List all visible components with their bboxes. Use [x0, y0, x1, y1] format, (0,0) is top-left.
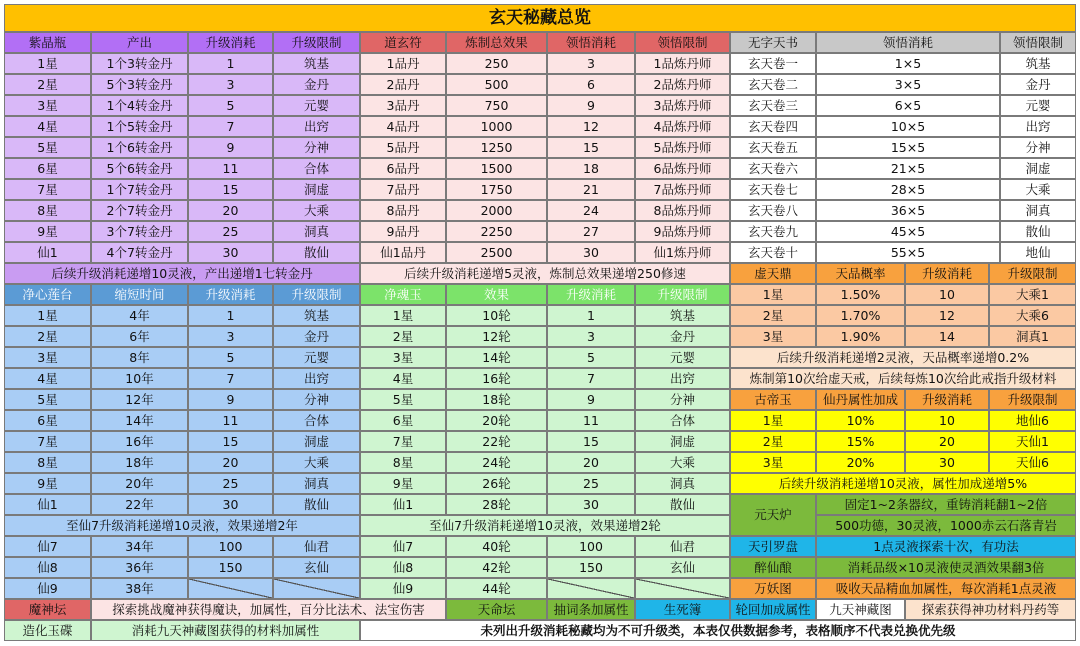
zijingping-cell: 11: [188, 158, 273, 179]
xutianding-cell: 大乘1: [989, 284, 1076, 305]
jinghunyu-cell: 20: [547, 452, 635, 473]
jingxinliantai-cell: 11: [188, 410, 273, 431]
yuantianlu-desc: 500功德，30灵液，1000赤云石落青岩: [816, 515, 1076, 536]
jinghunyu-cell: [635, 578, 730, 599]
xutianding-cell: 大乘6: [989, 305, 1076, 326]
jinghunyu-cell: 筑基: [635, 305, 730, 326]
jingxinliantai-cell: 7星: [4, 431, 91, 452]
jingxinliantai-cell: 1: [188, 305, 273, 326]
zijingping-header: 升级限制: [273, 32, 360, 53]
jinghunyu-cell: 8星: [360, 452, 446, 473]
zuixianniang-desc: 消耗品级×10灵液使灵酒效果翻3倍: [816, 557, 1076, 578]
zijingping-cell: 20: [188, 200, 273, 221]
tianmingtan-label: 天命坛: [446, 599, 547, 620]
guidiyu-header: 升级消耗: [905, 389, 989, 410]
daoxuanfu-note: 后续升级消耗递增5灵液，炼制总效果递增250修速: [360, 263, 730, 284]
jingxinliantai-cell: 5: [188, 347, 273, 368]
zijingping-cell: 1个3转金丹: [91, 53, 188, 74]
daoxuanfu-cell: 18: [547, 158, 635, 179]
jingxinliantai-header: 升级消耗: [188, 284, 273, 305]
wuzitianshu-cell: 6×5: [816, 95, 1000, 116]
wuzitianshu-cell: 洞虚: [1000, 158, 1076, 179]
daoxuanfu-cell: 2品丹: [360, 74, 446, 95]
zijingping-cell: 1: [188, 53, 273, 74]
daoxuanfu-header: 道玄符: [360, 32, 446, 53]
jinghunyu-cell: 100: [547, 536, 635, 557]
zijingping-cell: 1个6转金丹: [91, 137, 188, 158]
jingxinliantai-cell: 30: [188, 494, 273, 515]
daoxuanfu-cell: 30: [547, 242, 635, 263]
xutianding-cell: 14: [905, 326, 989, 347]
jingxinliantai-cell: 16年: [91, 431, 188, 452]
zijingping-cell: 1星: [4, 53, 91, 74]
jinghunyu-cell: 20轮: [446, 410, 547, 431]
jinghunyu-cell: 散仙: [635, 494, 730, 515]
jingxinliantai-cell: 仙1: [4, 494, 91, 515]
shengsibu-label: 生死簿: [635, 599, 730, 620]
jingxinliantai-cell: 7: [188, 368, 273, 389]
jinghunyu-cell: 44轮: [446, 578, 547, 599]
jingxinliantai-cell: 1星: [4, 305, 91, 326]
jinghunyu-cell: 28轮: [446, 494, 547, 515]
choucitiao-desc: 抽词条加属性: [547, 599, 635, 620]
jinghunyu-header: 净魂玉: [360, 284, 446, 305]
jingxinliantai-header: 缩短时间: [91, 284, 188, 305]
zijingping-cell: 元婴: [273, 95, 360, 116]
guidiyu-cell: 1星: [730, 410, 816, 431]
jiutianshenzangtu-label: 九天神藏图: [816, 599, 905, 620]
jingxinliantai-cell: 22年: [91, 494, 188, 515]
jingxinliantai-cell: 玄仙: [273, 557, 360, 578]
jingxinliantai-cell: 散仙: [273, 494, 360, 515]
jingxinliantai-cell: 洞真: [273, 473, 360, 494]
jingxinliantai-cell: 2星: [4, 326, 91, 347]
moshentan-desc: 探索挑战魔神获得魔诀，加属性，百分比法术、法宝伤害: [91, 599, 446, 620]
jingxinliantai-cell: 分神: [273, 389, 360, 410]
wuzitianshu-cell: 散仙: [1000, 221, 1076, 242]
daoxuanfu-cell: 8品丹: [360, 200, 446, 221]
jingxinliantai-cell: 100: [188, 536, 273, 557]
yuantianlu-desc: 固定1~2条器纹，重铸消耗翻1~2倍: [816, 494, 1076, 515]
jinghunyu-cell: 22轮: [446, 431, 547, 452]
jingxinliantai-cell: 3: [188, 326, 273, 347]
zijingping-header: 产出: [91, 32, 188, 53]
xutianding-cell: 3星: [730, 326, 816, 347]
daoxuanfu-header: 炼制总效果: [446, 32, 547, 53]
zaohuayudie-label: 造化玉碟: [4, 620, 91, 641]
jinghunyu-cell: 42轮: [446, 557, 547, 578]
zijingping-cell: 9星: [4, 221, 91, 242]
jinghunyu-cell: 洞真: [635, 473, 730, 494]
jinghunyu-cell: 9: [547, 389, 635, 410]
jinghunyu-cell: 1星: [360, 305, 446, 326]
xutianding-cell: 1.90%: [816, 326, 905, 347]
guidiyu-cell: 10%: [816, 410, 905, 431]
guidiyu-note: 后续升级消耗递增10灵液，属性加成递增5%: [730, 473, 1076, 494]
jinghunyu-cell: 仙8: [360, 557, 446, 578]
wuzitianshu-cell: 36×5: [816, 200, 1000, 221]
wuzitianshu-cell: 玄天卷八: [730, 200, 816, 221]
daoxuanfu-cell: 1500: [446, 158, 547, 179]
daoxuanfu-cell: 5品丹: [360, 137, 446, 158]
daoxuanfu-cell: 仙1品丹: [360, 242, 446, 263]
jingxinliantai-cell: [273, 578, 360, 599]
zijingping-cell: 15: [188, 179, 273, 200]
guidiyu-cell: 天仙6: [989, 452, 1076, 473]
jingxinliantai-header: 升级限制: [273, 284, 360, 305]
jinghunyu-cell: 10轮: [446, 305, 547, 326]
guidiyu-cell: 20: [905, 431, 989, 452]
daoxuanfu-cell: 9品丹: [360, 221, 446, 242]
wuzitianshu-cell: 金丹: [1000, 74, 1076, 95]
daoxuanfu-cell: 12: [547, 116, 635, 137]
footer-note: 未列出升级消耗秘藏均为不可升级类，本表仅供数据参考，表格顺序不代表兑换优先级: [360, 620, 1076, 641]
jinghunyu-cell: 1: [547, 305, 635, 326]
jinghunyu-cell: 2星: [360, 326, 446, 347]
zuixianniang-label: 醉仙酿: [730, 557, 816, 578]
daoxuanfu-cell: 6品丹: [360, 158, 446, 179]
jingxinliantai-cell: 9星: [4, 473, 91, 494]
wanyaotu-desc: 吸收天品精血加属性，每次消耗1点灵液: [816, 578, 1076, 599]
daoxuanfu-cell: 1000: [446, 116, 547, 137]
jingxinliantai-cell: 4年: [91, 305, 188, 326]
zijingping-cell: 7: [188, 116, 273, 137]
guidiyu-cell: 地仙6: [989, 410, 1076, 431]
jinghunyu-cell: 150: [547, 557, 635, 578]
daoxuanfu-cell: 仙1炼丹师: [635, 242, 730, 263]
jingxinliantai-cell: 3星: [4, 347, 91, 368]
jinghunyu-cell: 4星: [360, 368, 446, 389]
jingxinliantai-cell: 仙9: [4, 578, 91, 599]
jingxinliantai-cell: 4星: [4, 368, 91, 389]
jingxinliantai-cell: 10年: [91, 368, 188, 389]
zijingping-cell: 4个7转金丹: [91, 242, 188, 263]
daoxuanfu-cell: 7品炼丹师: [635, 179, 730, 200]
xutianding-cell: 12: [905, 305, 989, 326]
jingxinliantai-note: 至仙7升级消耗递增10灵液，效果递增2年: [4, 515, 360, 536]
daoxuanfu-cell: 27: [547, 221, 635, 242]
wuzitianshu-header: 领悟消耗: [816, 32, 1000, 53]
daoxuanfu-cell: 4品炼丹师: [635, 116, 730, 137]
zijingping-cell: 1个4转金丹: [91, 95, 188, 116]
wuzitianshu-cell: 玄天卷一: [730, 53, 816, 74]
jinghunyu-cell: 5星: [360, 389, 446, 410]
jinghunyu-note: 至仙7升级消耗递增10灵液，效果递增2轮: [360, 515, 730, 536]
daoxuanfu-cell: 250: [446, 53, 547, 74]
jinghunyu-header: 升级消耗: [547, 284, 635, 305]
xutianding-note: 炼制第10次给虚天戒，后续每炼10次给此戒指升级材料: [730, 368, 1076, 389]
guidiyu-cell: 2星: [730, 431, 816, 452]
xutianding-cell: 洞真1: [989, 326, 1076, 347]
wanyaotu-label: 万妖图: [730, 578, 816, 599]
wuzitianshu-cell: 玄天卷十: [730, 242, 816, 263]
jingxinliantai-cell: 仙8: [4, 557, 91, 578]
jingxinliantai-cell: 25: [188, 473, 273, 494]
zijingping-cell: 7星: [4, 179, 91, 200]
xutianding-header: 升级消耗: [905, 263, 989, 284]
zijingping-cell: 5星: [4, 137, 91, 158]
guidiyu-cell: 天仙1: [989, 431, 1076, 452]
jinghunyu-cell: 26轮: [446, 473, 547, 494]
daoxuanfu-header: 领悟限制: [635, 32, 730, 53]
wuzitianshu-cell: 玄天卷二: [730, 74, 816, 95]
wuzitianshu-cell: 大乘: [1000, 179, 1076, 200]
daoxuanfu-cell: 500: [446, 74, 547, 95]
jinghunyu-cell: 金丹: [635, 326, 730, 347]
jinghunyu-cell: 大乘: [635, 452, 730, 473]
jinghunyu-cell: 7: [547, 368, 635, 389]
xutianding-cell: 1星: [730, 284, 816, 305]
jingxinliantai-cell: 仙7: [4, 536, 91, 557]
jingxinliantai-cell: 14年: [91, 410, 188, 431]
guidiyu-header: 升级限制: [989, 389, 1076, 410]
jingxinliantai-cell: 20年: [91, 473, 188, 494]
jinghunyu-cell: 仙7: [360, 536, 446, 557]
daoxuanfu-cell: 15: [547, 137, 635, 158]
zijingping-cell: 4星: [4, 116, 91, 137]
zijingping-cell: 合体: [273, 158, 360, 179]
jingxinliantai-header: 净心莲台: [4, 284, 91, 305]
jingxinliantai-cell: 9: [188, 389, 273, 410]
jinghunyu-cell: 元婴: [635, 347, 730, 368]
daoxuanfu-cell: 3: [547, 53, 635, 74]
zijingping-cell: 1个7转金丹: [91, 179, 188, 200]
jinghunyu-cell: 40轮: [446, 536, 547, 557]
zijingping-cell: 3: [188, 74, 273, 95]
jingxinliantai-cell: 6星: [4, 410, 91, 431]
xutianding-note: 后续升级消耗递增2灵液，天品概率递增0.2%: [730, 347, 1076, 368]
jinghunyu-cell: 仙君: [635, 536, 730, 557]
jinghunyu-cell: 洞虚: [635, 431, 730, 452]
daoxuanfu-cell: 1品炼丹师: [635, 53, 730, 74]
jinghunyu-cell: 合体: [635, 410, 730, 431]
jinghunyu-cell: 7星: [360, 431, 446, 452]
jingxinliantai-cell: 20: [188, 452, 273, 473]
wuzitianshu-cell: 玄天卷六: [730, 158, 816, 179]
wuzitianshu-cell: 玄天卷七: [730, 179, 816, 200]
guidiyu-cell: 30: [905, 452, 989, 473]
zijingping-cell: 6星: [4, 158, 91, 179]
zijingping-cell: 3星: [4, 95, 91, 116]
jingxinliantai-cell: 36年: [91, 557, 188, 578]
jinghunyu-cell: 仙9: [360, 578, 446, 599]
zijingping-cell: 金丹: [273, 74, 360, 95]
wuzitianshu-cell: 筑基: [1000, 53, 1076, 74]
jingxinliantai-cell: 12年: [91, 389, 188, 410]
daoxuanfu-cell: 9品炼丹师: [635, 221, 730, 242]
jinghunyu-cell: 11: [547, 410, 635, 431]
wuzitianshu-cell: 玄天卷五: [730, 137, 816, 158]
jinghunyu-cell: 30: [547, 494, 635, 515]
jinghunyu-cell: 25: [547, 473, 635, 494]
daoxuanfu-cell: 9: [547, 95, 635, 116]
zijingping-cell: 30: [188, 242, 273, 263]
zijingping-cell: 洞真: [273, 221, 360, 242]
zijingping-cell: 散仙: [273, 242, 360, 263]
wuzitianshu-cell: 玄天卷九: [730, 221, 816, 242]
jingxinliantai-cell: 5星: [4, 389, 91, 410]
zijingping-cell: 分神: [273, 137, 360, 158]
daoxuanfu-cell: 3品丹: [360, 95, 446, 116]
zijingping-note: 后续升级消耗递增10灵液，产出递增1七转金丹: [4, 263, 360, 284]
zijingping-cell: 洞虚: [273, 179, 360, 200]
jingxinliantai-cell: [188, 578, 273, 599]
lunhui-desc: 轮回加成属性: [730, 599, 816, 620]
jinghunyu-cell: 3星: [360, 347, 446, 368]
wuzitianshu-cell: 21×5: [816, 158, 1000, 179]
daoxuanfu-cell: 24: [547, 200, 635, 221]
zijingping-cell: 2星: [4, 74, 91, 95]
zijingping-cell: 5: [188, 95, 273, 116]
zijingping-cell: 1个5转金丹: [91, 116, 188, 137]
jingxinliantai-cell: 18年: [91, 452, 188, 473]
daoxuanfu-cell: 8品炼丹师: [635, 200, 730, 221]
wuzitianshu-header: 领悟限制: [1000, 32, 1076, 53]
moshentan-label: 魔神坛: [4, 599, 91, 620]
jinghunyu-cell: 15: [547, 431, 635, 452]
jinghunyu-cell: [547, 578, 635, 599]
wuzitianshu-cell: 玄天卷四: [730, 116, 816, 137]
xutianding-cell: 1.70%: [816, 305, 905, 326]
wuzitianshu-cell: 15×5: [816, 137, 1000, 158]
xutianding-cell: 10: [905, 284, 989, 305]
jingxinliantai-cell: 34年: [91, 536, 188, 557]
wuzitianshu-cell: 分神: [1000, 137, 1076, 158]
wuzitianshu-cell: 28×5: [816, 179, 1000, 200]
daoxuanfu-cell: 6: [547, 74, 635, 95]
jingxinliantai-cell: 大乘: [273, 452, 360, 473]
jiutianshenzangtu-desc: 探索获得神功材料丹药等: [905, 599, 1076, 620]
wuzitianshu-cell: 1×5: [816, 53, 1000, 74]
wuzitianshu-cell: 洞真: [1000, 200, 1076, 221]
zijingping-cell: 9: [188, 137, 273, 158]
zijingping-cell: 2个7转金丹: [91, 200, 188, 221]
jinghunyu-cell: 14轮: [446, 347, 547, 368]
jinghunyu-cell: 6星: [360, 410, 446, 431]
guidiyu-cell: 15%: [816, 431, 905, 452]
guidiyu-header: 古帝玉: [730, 389, 816, 410]
daoxuanfu-cell: 7品丹: [360, 179, 446, 200]
wuzitianshu-cell: 元婴: [1000, 95, 1076, 116]
jingxinliantai-cell: 8星: [4, 452, 91, 473]
jinghunyu-cell: 24轮: [446, 452, 547, 473]
jingxinliantai-cell: 150: [188, 557, 273, 578]
jingxinliantai-cell: 6年: [91, 326, 188, 347]
wuzitianshu-cell: 地仙: [1000, 242, 1076, 263]
tianyinluopan-label: 天引罗盘: [730, 536, 816, 557]
jingxinliantai-cell: 洞虚: [273, 431, 360, 452]
wuzitianshu-cell: 45×5: [816, 221, 1000, 242]
guidiyu-header: 仙丹属性加成: [816, 389, 905, 410]
xutianding-header: 升级限制: [989, 263, 1076, 284]
jingxinliantai-cell: 仙君: [273, 536, 360, 557]
jinghunyu-cell: 3: [547, 326, 635, 347]
guidiyu-cell: 10: [905, 410, 989, 431]
xutianding-cell: 2星: [730, 305, 816, 326]
wuzitianshu-cell: 出窍: [1000, 116, 1076, 137]
zijingping-cell: 筑基: [273, 53, 360, 74]
wuzitianshu-cell: 玄天卷三: [730, 95, 816, 116]
daoxuanfu-cell: 5品炼丹师: [635, 137, 730, 158]
jinghunyu-header: 升级限制: [635, 284, 730, 305]
zaohuayudie-desc: 消耗九天神藏图获得的材料加属性: [91, 620, 360, 641]
zijingping-cell: 5个3转金丹: [91, 74, 188, 95]
jingxinliantai-cell: 38年: [91, 578, 188, 599]
daoxuanfu-cell: 6品炼丹师: [635, 158, 730, 179]
jingxinliantai-cell: 金丹: [273, 326, 360, 347]
zijingping-cell: 出窍: [273, 116, 360, 137]
jinghunyu-cell: 12轮: [446, 326, 547, 347]
zijingping-header: 紫晶瓶: [4, 32, 91, 53]
xutianding-cell: 1.50%: [816, 284, 905, 305]
daoxuanfu-cell: 1750: [446, 179, 547, 200]
jinghunyu-cell: 18轮: [446, 389, 547, 410]
page-title: 玄天秘藏总览: [4, 4, 1076, 32]
jingxinliantai-cell: 筑基: [273, 305, 360, 326]
zijingping-cell: 8星: [4, 200, 91, 221]
xutianding-header: 虚天鼎: [730, 263, 816, 284]
daoxuanfu-cell: 1250: [446, 137, 547, 158]
zijingping-header: 升级消耗: [188, 32, 273, 53]
tianyinluopan-desc: 1点灵液探索十次，有功法: [816, 536, 1076, 557]
daoxuanfu-cell: 1品丹: [360, 53, 446, 74]
xutianding-header: 天品概率: [816, 263, 905, 284]
daoxuanfu-cell: 2250: [446, 221, 547, 242]
guidiyu-cell: 20%: [816, 452, 905, 473]
jinghunyu-cell: 出窍: [635, 368, 730, 389]
jingxinliantai-cell: 8年: [91, 347, 188, 368]
jingxinliantai-cell: 合体: [273, 410, 360, 431]
daoxuanfu-cell: 4品丹: [360, 116, 446, 137]
zijingping-cell: 仙1: [4, 242, 91, 263]
wuzitianshu-cell: 3×5: [816, 74, 1000, 95]
zijingping-cell: 大乘: [273, 200, 360, 221]
wuzitianshu-header: 无字天书: [730, 32, 816, 53]
jinghunyu-cell: 5: [547, 347, 635, 368]
jinghunyu-cell: 仙1: [360, 494, 446, 515]
jinghunyu-cell: 16轮: [446, 368, 547, 389]
jinghunyu-cell: 9星: [360, 473, 446, 494]
wuzitianshu-cell: 10×5: [816, 116, 1000, 137]
wuzitianshu-cell: 55×5: [816, 242, 1000, 263]
guidiyu-cell: 3星: [730, 452, 816, 473]
zijingping-cell: 25: [188, 221, 273, 242]
daoxuanfu-cell: 3品炼丹师: [635, 95, 730, 116]
daoxuanfu-cell: 21: [547, 179, 635, 200]
zijingping-cell: 5个6转金丹: [91, 158, 188, 179]
jingxinliantai-cell: 15: [188, 431, 273, 452]
jingxinliantai-cell: 出窍: [273, 368, 360, 389]
jinghunyu-cell: 分神: [635, 389, 730, 410]
daoxuanfu-cell: 2品炼丹师: [635, 74, 730, 95]
zijingping-cell: 3个7转金丹: [91, 221, 188, 242]
jingxinliantai-cell: 元婴: [273, 347, 360, 368]
jinghunyu-cell: 玄仙: [635, 557, 730, 578]
daoxuanfu-cell: 2000: [446, 200, 547, 221]
daoxuanfu-cell: 2500: [446, 242, 547, 263]
daoxuanfu-cell: 750: [446, 95, 547, 116]
jinghunyu-header: 效果: [446, 284, 547, 305]
yuantianlu-label: 元天炉: [730, 494, 816, 536]
daoxuanfu-header: 领悟消耗: [547, 32, 635, 53]
